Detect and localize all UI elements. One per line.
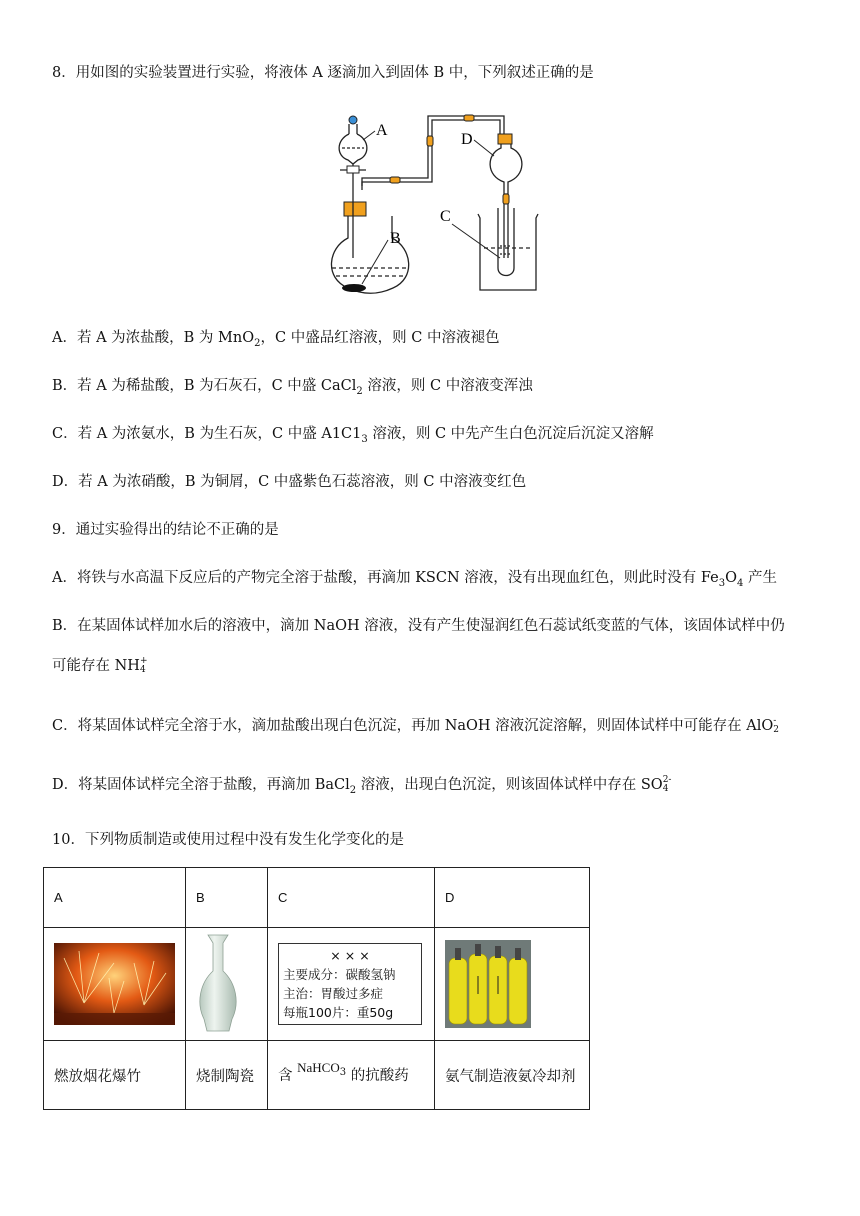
q8-option-b: B．若 A 为稀盐酸，B 为石灰石，C 中盛 CaCl$_2$ 溶液，则 C 中溶液变浑浊	[52, 378, 533, 397]
clamp-3	[464, 115, 474, 121]
caption-b: 烧制陶瓷	[186, 1041, 268, 1110]
cell-d-image	[435, 928, 590, 1041]
flask-b	[331, 216, 408, 293]
q8-option-a: A．若 A 为浓盐酸，B 为 MnO$_2$，C 中盛品红溶液，则 C 中溶液褪色	[52, 330, 500, 349]
q9-option-d: D．将某固体试样完全溶于盐酸，再滴加 BaCl$_2$ 溶液，出现白色沉淀，则该固体试样中存在 SO 2- 4	[52, 775, 672, 796]
stopper	[344, 202, 366, 216]
fireworks-image	[54, 943, 175, 1025]
caption-a: 燃放烟花爆竹	[44, 1041, 186, 1110]
label-d-pointer	[474, 140, 494, 156]
q9-stem: 9．通过实验得出的结论不正确的是	[52, 522, 279, 538]
clamp-2	[427, 136, 433, 146]
label-a-pointer	[363, 131, 375, 140]
q9-option-a: A．将铁与水高温下反应后的产物完全溶于盐酸，再滴加 KSCN 溶液，没有出现血红色，则此时没有 $Fe_3O_4$ 产生	[52, 570, 777, 589]
q9-option-b-line1: B．在某固体试样加水后的溶液中，滴加 NaOH 溶液，没有产生使湿润红色石蕊试纸变蓝的气体，该固体试样中仍	[52, 618, 785, 634]
test-tube-c	[498, 208, 514, 276]
label-b-pointer	[362, 240, 388, 284]
header-c: C	[268, 868, 435, 928]
clamp-4	[503, 194, 509, 204]
cell-a-image	[44, 928, 186, 1041]
q10-options-table	[43, 867, 590, 1110]
clamp-1	[390, 177, 400, 183]
cell-b-image	[186, 928, 268, 1041]
header-a: A	[44, 868, 186, 928]
label-b: B	[390, 230, 401, 247]
q10-stem: 10．下列物质制造或使用过程中没有发生化学变化的是	[52, 832, 404, 848]
label-d: D	[461, 131, 473, 148]
funnel-a	[339, 124, 367, 258]
q8-option-d: D．若 A 为浓硝酸，B 为铜屑，C 中盛紫色石蕊溶液，则 C 中溶液变红色	[52, 474, 527, 490]
funnel-stopcock	[347, 166, 359, 173]
caption-c: 含 NaHCO$_3$ 的抗酸药	[268, 1041, 435, 1110]
gas-cylinders-image	[445, 940, 531, 1028]
solid-b	[342, 284, 366, 292]
antacid-label-image: ××× 主要成分：碳酸氢钠 主治：胃酸过多症 每瓶100片：重50g	[278, 943, 422, 1025]
q9-option-b-line2: 可能存在 NH + 4	[52, 656, 148, 675]
q8-stem: 8．用如图的实验装置进行实验，将液体 A 逐滴加入到固体 B 中，下列叙述正确的是	[52, 65, 594, 81]
label-c-pointer	[452, 224, 500, 258]
header-d: D	[435, 868, 590, 928]
vase-image	[196, 933, 240, 1035]
header-b: B	[186, 868, 268, 928]
q8-option-c: C．若 A 为浓氨水，B 为生石灰，C 中盛 $A1C1_3$ 溶液，则 C 中先产生白色沉淀后沉淀又溶解	[52, 426, 654, 445]
cell-c-image	[268, 928, 435, 1041]
caption-d: 氨气制造液氨冷却剂	[435, 1041, 590, 1110]
label-c: C	[440, 208, 451, 225]
experiment-apparatus-diagram	[318, 108, 548, 298]
label-a: A	[376, 122, 388, 139]
q9-option-c: C．将某固体试样完全溶于水，滴加盐酸出现白色沉淀，再加 NaOH 溶液沉淀溶解，则固体试样中可能存在 AlO - 2	[52, 716, 780, 735]
stopper-d	[498, 134, 512, 144]
funnel-cap	[349, 116, 357, 124]
